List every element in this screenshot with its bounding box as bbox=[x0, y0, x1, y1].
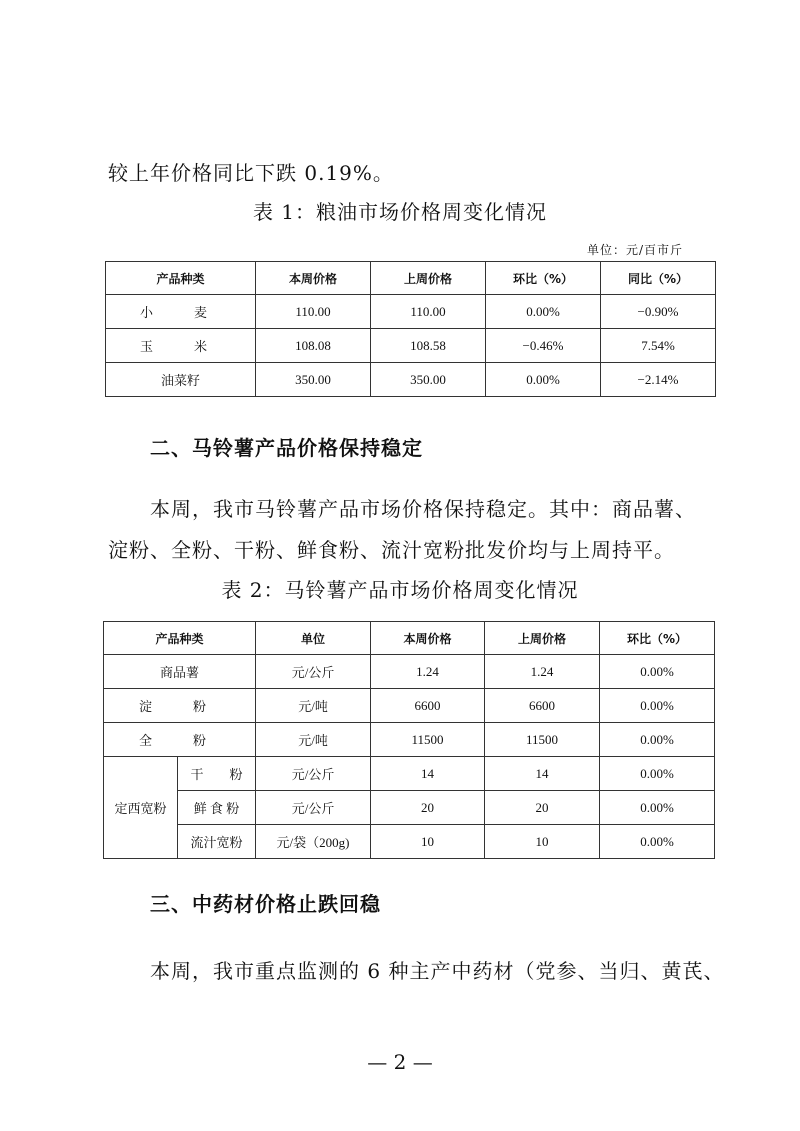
table-cell: 108.58 bbox=[371, 329, 486, 363]
table-cell: 0.00% bbox=[486, 363, 601, 397]
table2-header-row bbox=[104, 622, 715, 655]
section3-para-line1: 本周，我市重点监测的 6 种主产中药材（党参、当归、黄芪、 bbox=[150, 959, 725, 983]
table-cell: 元/吨 bbox=[256, 689, 371, 723]
table-cell: 1.24 bbox=[371, 655, 485, 689]
table-cell: 元/袋（200g) bbox=[256, 825, 371, 859]
table-row bbox=[104, 655, 715, 689]
table-cell: −2.14% bbox=[601, 363, 716, 397]
table-cell: 10 bbox=[485, 825, 600, 859]
page-number: — 2 — bbox=[367, 1050, 433, 1074]
table-cell: 流汁宽粉 bbox=[178, 825, 256, 859]
table-cell: 0.00% bbox=[600, 791, 715, 825]
table1-header: 上周价格 bbox=[371, 262, 486, 295]
table2 bbox=[103, 621, 715, 859]
section3-heading: 三、中药材价格止跌回稳 bbox=[150, 892, 381, 916]
table-cell: 14 bbox=[485, 757, 600, 791]
table-cell: −0.46% bbox=[486, 329, 601, 363]
table-cell: 元/吨 bbox=[256, 723, 371, 757]
table1-header: 产品种类 bbox=[106, 262, 256, 295]
table-cell: 0.00% bbox=[600, 689, 715, 723]
table-row bbox=[104, 689, 715, 723]
table-cell: 350.00 bbox=[371, 363, 486, 397]
table-cell: 110.00 bbox=[371, 295, 486, 329]
table-cell: 干 粉 bbox=[178, 757, 256, 791]
table-row bbox=[104, 723, 715, 757]
table2-header: 产品种类 bbox=[104, 622, 256, 655]
table-row bbox=[104, 757, 715, 791]
table-cell: 鲜 食 粉 bbox=[178, 791, 256, 825]
table-cell: 6600 bbox=[371, 689, 485, 723]
table1 bbox=[105, 261, 716, 397]
section2-para-line1: 本周，我市马铃薯产品市场价格保持稳定。其中：商品薯、 bbox=[150, 497, 696, 521]
table1-header: 本周价格 bbox=[256, 262, 371, 295]
table-row bbox=[106, 295, 716, 329]
table-cell: 元/公斤 bbox=[256, 757, 371, 791]
table-cell: 20 bbox=[371, 791, 485, 825]
table-cell: −0.90% bbox=[601, 295, 716, 329]
table2-header: 环比（%） bbox=[600, 622, 715, 655]
table-cell: 10 bbox=[371, 825, 485, 859]
table1-caption: 表 1：粮油市场价格周变化情况 bbox=[252, 200, 548, 224]
section2-heading: 二、马铃薯产品价格保持稳定 bbox=[150, 436, 423, 460]
table-cell: 0.00% bbox=[600, 655, 715, 689]
table-cell: 350.00 bbox=[256, 363, 371, 397]
table-cell: 110.00 bbox=[256, 295, 371, 329]
table-cell: 油菜籽 bbox=[106, 363, 256, 397]
table-cell: 14 bbox=[371, 757, 485, 791]
table-cell: 元/公斤 bbox=[256, 791, 371, 825]
table-cell: 20 bbox=[485, 791, 600, 825]
table-cell: 商品薯 bbox=[104, 655, 256, 689]
table-cell: 1.24 bbox=[485, 655, 600, 689]
table1-header: 环比（%） bbox=[486, 262, 601, 295]
table-cell: 0.00% bbox=[600, 723, 715, 757]
table-cell: 淀 粉 bbox=[104, 689, 256, 723]
table-row bbox=[104, 791, 715, 825]
table1-header-row bbox=[106, 262, 716, 295]
table-cell: 玉 米 bbox=[106, 329, 256, 363]
table1-unit: 单位：元/百市斤 bbox=[587, 243, 684, 257]
table2-header: 单位 bbox=[256, 622, 371, 655]
table2-header: 上周价格 bbox=[485, 622, 600, 655]
table2-group-label: 定西宽粉 bbox=[104, 757, 178, 859]
intro-line: 较上年价格同比下跌 0.19%。 bbox=[108, 161, 394, 185]
table-cell: 0.00% bbox=[600, 825, 715, 859]
table-cell: 7.54% bbox=[601, 329, 716, 363]
table1-header: 同比（%） bbox=[601, 262, 716, 295]
table-cell: 0.00% bbox=[600, 757, 715, 791]
table-cell: 0.00% bbox=[486, 295, 601, 329]
table-row bbox=[106, 363, 716, 397]
table-cell: 小 麦 bbox=[106, 295, 256, 329]
table-cell: 元/公斤 bbox=[256, 655, 371, 689]
table2-caption: 表 2：马铃薯产品市场价格周变化情况 bbox=[221, 578, 579, 602]
table-row bbox=[106, 329, 716, 363]
table-cell: 108.08 bbox=[256, 329, 371, 363]
table-row bbox=[104, 825, 715, 859]
table-cell: 6600 bbox=[485, 689, 600, 723]
table2-header: 本周价格 bbox=[371, 622, 485, 655]
section2-para-line2: 淀粉、全粉、干粉、鲜食粉、流汁宽粉批发价均与上周持平。 bbox=[108, 538, 675, 562]
table-cell: 全 粉 bbox=[104, 723, 256, 757]
table-cell: 11500 bbox=[485, 723, 600, 757]
table-cell: 11500 bbox=[371, 723, 485, 757]
